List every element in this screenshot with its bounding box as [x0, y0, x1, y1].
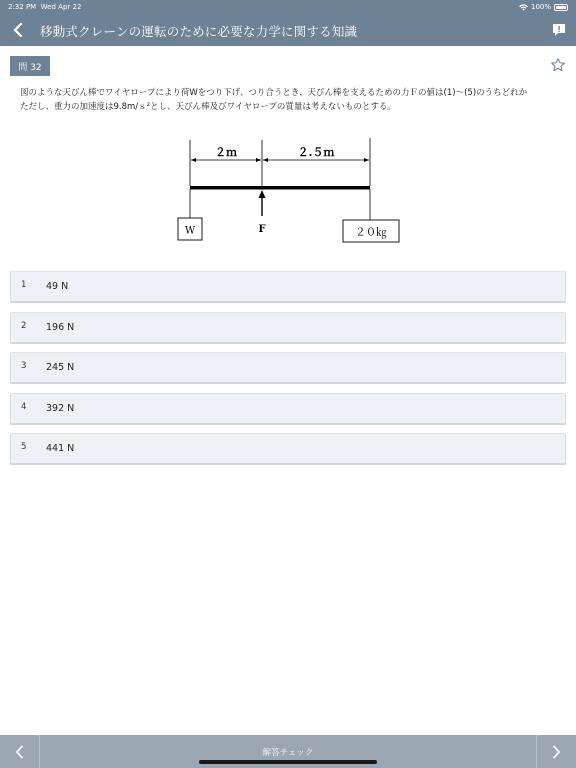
next-question-button[interactable]	[536, 735, 576, 768]
chevron-right-icon	[552, 745, 561, 759]
right-load-label: ２０㎏	[355, 226, 387, 239]
choice-number: 5	[21, 442, 27, 452]
page-title: 移動式クレーンの運転のために必要な力学に関する知識	[40, 24, 358, 39]
question-number-badge: 問 32	[10, 56, 50, 76]
left-distance-label: ２ｍ	[215, 146, 237, 159]
choice-value: 245 N	[46, 362, 75, 373]
memo-icon[interactable]	[550, 21, 568, 39]
beam	[190, 186, 370, 190]
back-button[interactable]	[8, 20, 28, 40]
status-bar	[0, 0, 576, 14]
battery-icon	[554, 4, 568, 11]
status-time: 2:32 PM Wed Apr 22	[8, 3, 82, 11]
choice-1[interactable]	[10, 271, 566, 303]
right-distance-label: ２.５ｍ	[297, 146, 335, 159]
previous-question-button[interactable]	[0, 735, 40, 768]
choice-value: 196 N	[46, 321, 75, 333]
choice-5[interactable]	[10, 433, 566, 465]
choice-number: 1	[21, 280, 27, 290]
nav-bar	[0, 14, 576, 46]
left-load-label: W	[184, 225, 196, 237]
choice-value: 392 N	[46, 402, 75, 414]
chevron-left-icon	[15, 745, 24, 759]
balance-beam-diagram	[150, 130, 430, 250]
question-line-1: 図のような天びん棒でワイヤロープにより荷Wをつり下げ、つり合うとき、天びん棒を支えるための力Ｆの値は(1)〜(5)のうちどれか	[20, 88, 528, 98]
choice-value: 49 N	[46, 281, 69, 292]
choice-number: 3	[21, 361, 27, 371]
question-text	[20, 86, 560, 114]
star-icon[interactable]	[550, 57, 566, 73]
choice-2[interactable]	[10, 312, 566, 344]
status-right	[519, 3, 568, 11]
question-line-2: ただし、重力の加速度は9.8m/ｓ²とし、天びん棒及びワイヤロープの質量は考えないものとする。	[20, 102, 396, 112]
choice-3[interactable]	[10, 352, 566, 384]
force-label: F	[258, 224, 266, 235]
choice-value: 441 N	[46, 443, 75, 454]
choice-number: 2	[21, 320, 27, 331]
choice-list	[10, 271, 566, 474]
answer-check-button[interactable]: 解答チェック	[262, 747, 314, 758]
wifi-icon	[519, 4, 528, 11]
home-indicator	[199, 760, 377, 764]
choice-number: 4	[21, 401, 27, 412]
battery-percent: 100%	[530, 3, 551, 11]
choice-4[interactable]	[10, 393, 566, 425]
chevron-left-icon	[13, 23, 23, 37]
